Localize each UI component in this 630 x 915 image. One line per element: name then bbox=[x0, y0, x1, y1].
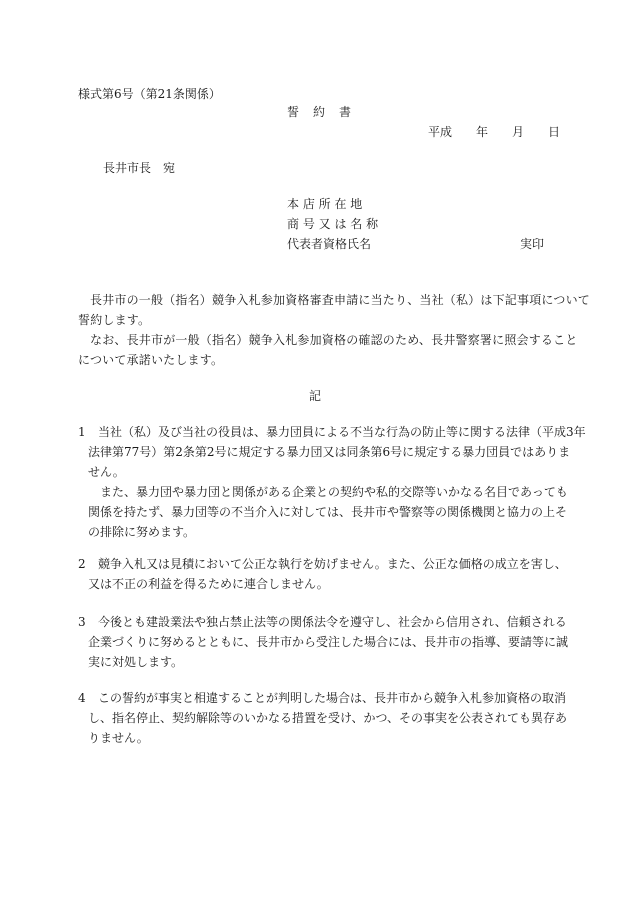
company-name-label: 商 号 又 は 名 称 bbox=[287, 217, 379, 231]
item-line: せん。 bbox=[88, 465, 125, 479]
intro-line: について承諾いたします。 bbox=[78, 353, 224, 367]
intro-line: 誓約します。 bbox=[78, 313, 151, 327]
item-line: 企業づくりに努めるとともに、長井市から受注した場合には、長井市の指導、要請等に誠 bbox=[88, 635, 569, 649]
item-line: また、暴力団や暴力団と関係がある企業との契約や私的交際等いかなる名目であっても bbox=[88, 485, 568, 499]
item-line: 法律第77号）第2条第2号に規定する暴力団又は同条第6号に規定する暴力団員ではありま bbox=[88, 445, 571, 459]
address-label: 本 店 所 在 地 bbox=[287, 197, 363, 211]
document-title: 誓 約 書 bbox=[287, 105, 353, 119]
form-number: 様式第6号（第21条関係） bbox=[78, 87, 221, 101]
item-line: の排除に努めます。 bbox=[88, 525, 196, 539]
seal-label: 実印 bbox=[520, 237, 545, 251]
list-item bbox=[78, 688, 568, 748]
item-line: この誓約が事実と相違することが判明した場合は、長井市から競争入札参加資格の取消 bbox=[98, 691, 567, 705]
item-number: 4 bbox=[78, 691, 86, 705]
list-item bbox=[78, 554, 567, 594]
item-line: 又は不正の利益を得るために連合しません。 bbox=[88, 577, 329, 591]
item-line: りません。 bbox=[88, 731, 149, 745]
ki-label: 記 bbox=[309, 389, 322, 403]
date-line: 平成 年 月 日 bbox=[428, 125, 561, 139]
representative-label: 代表者資格氏名 bbox=[287, 237, 372, 251]
item-line: 関係を持たず、暴力団等の不当介入に対しては、長井市や警察等の関係機関と協力の上そ bbox=[88, 505, 568, 519]
item-line: 今後とも建設業法や独占禁止法等の関係法令を遵守し、社会から信用され、信頼される bbox=[98, 615, 567, 629]
intro-paragraph bbox=[78, 290, 590, 370]
item-number: 3 bbox=[78, 615, 86, 629]
intro-line: なお、長井市が一般（指名）競争入札参加資格の確認のため、長井警察署に照会すること bbox=[90, 333, 578, 347]
item-number: 2 bbox=[78, 557, 86, 571]
item-line: 競争入札又は見積において公正な執行を妨げません。また、公正な価格の成立を害し、 bbox=[98, 557, 567, 571]
item-line: し、指名停止、契約解除等のいかなる措置を受け、かつ、その事実を公表されても異存あ bbox=[88, 711, 568, 725]
item-line: 当社（私）及び当社の役員は、暴力団員による不当な行為の防止等に関する法律（平成3年 bbox=[98, 425, 586, 439]
item-number: 1 bbox=[78, 425, 86, 439]
addressee: 長井市長 宛 bbox=[103, 161, 176, 175]
item-line: 実に対処します。 bbox=[88, 655, 184, 669]
list-item bbox=[78, 612, 569, 672]
intro-line: 長井市の一般（指名）競争入札参加資格審査申請に当たり、当社（私）は下記事項について bbox=[90, 293, 590, 307]
list-item bbox=[78, 422, 586, 542]
